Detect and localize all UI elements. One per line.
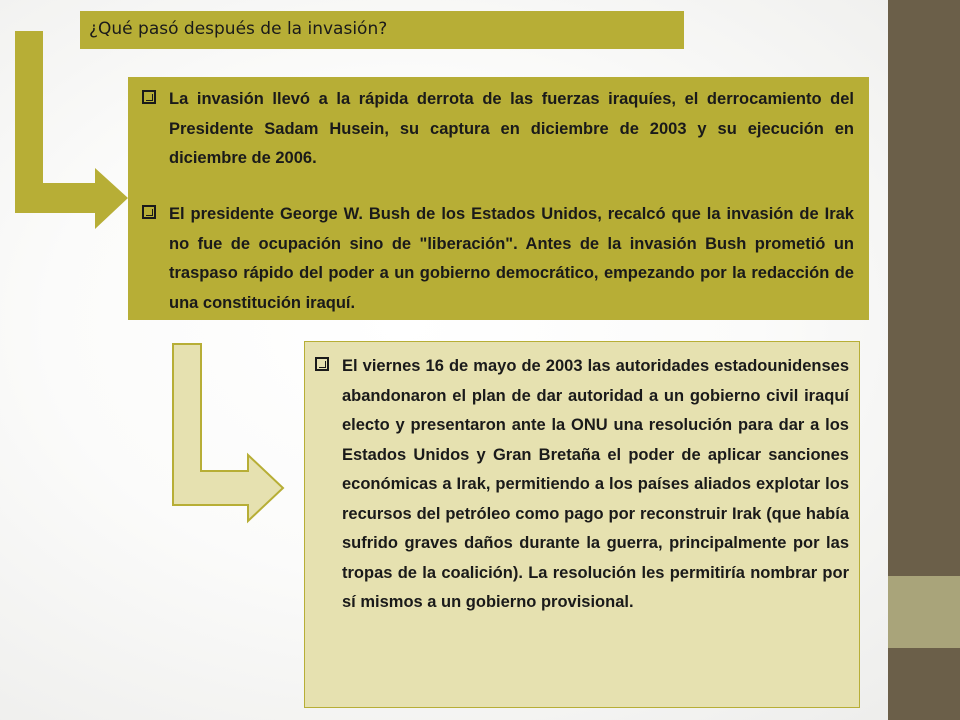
checkbox-bullet-icon (315, 357, 329, 371)
bullet-text: El presidente George W. Bush de los Estados Unidos, recalcó que la invasión de Irak no fue de ocupación sino de "liberación". Antes de la invasión Bush prometió un traspaso rápido del poder a un gobierno democrático, empezando por la redacción de una constitución iraquí. (169, 205, 854, 312)
slide-title: ¿Qué pasó después de la invasión? (89, 19, 388, 39)
bullet-text: La invasión llevó a la rápida derrota de las fuerzas iraquíes, el derrocamiento del Presidente Sadam Husein, su captura en diciembre de 2003 y su ejecución en diciembre de 2006. (169, 90, 854, 167)
bullet-item (142, 85, 854, 174)
checkbox-bullet-icon (142, 205, 156, 219)
content-box-top (128, 77, 869, 320)
bullet-text: El viernes 16 de mayo de 2003 las autoridades estadounidenses abandonaron el plan de dar autoridad a un gobierno civil iraquí electo y presentaron ante la ONU una resolución para dar a los Estados Unidos y Gran Bretaña el poder de aplicar sanciones económicas a Irak, permitiendo a los países aliados explotar los recursos del petróleo como pago por reconstruir Irak (que había sufrido graves daños durante la guerra, principalmente por las tropas de la coalición). La resolución les permitiría nombrar por sí mismos a un gobierno provisional. (342, 357, 849, 611)
bullet-item (142, 200, 854, 318)
bent-arrow-small-shape (173, 344, 283, 521)
title-bar (80, 11, 684, 49)
checkbox-bullet-icon (142, 90, 156, 104)
content-box-bottom (304, 341, 860, 708)
bullet-item (315, 352, 849, 618)
